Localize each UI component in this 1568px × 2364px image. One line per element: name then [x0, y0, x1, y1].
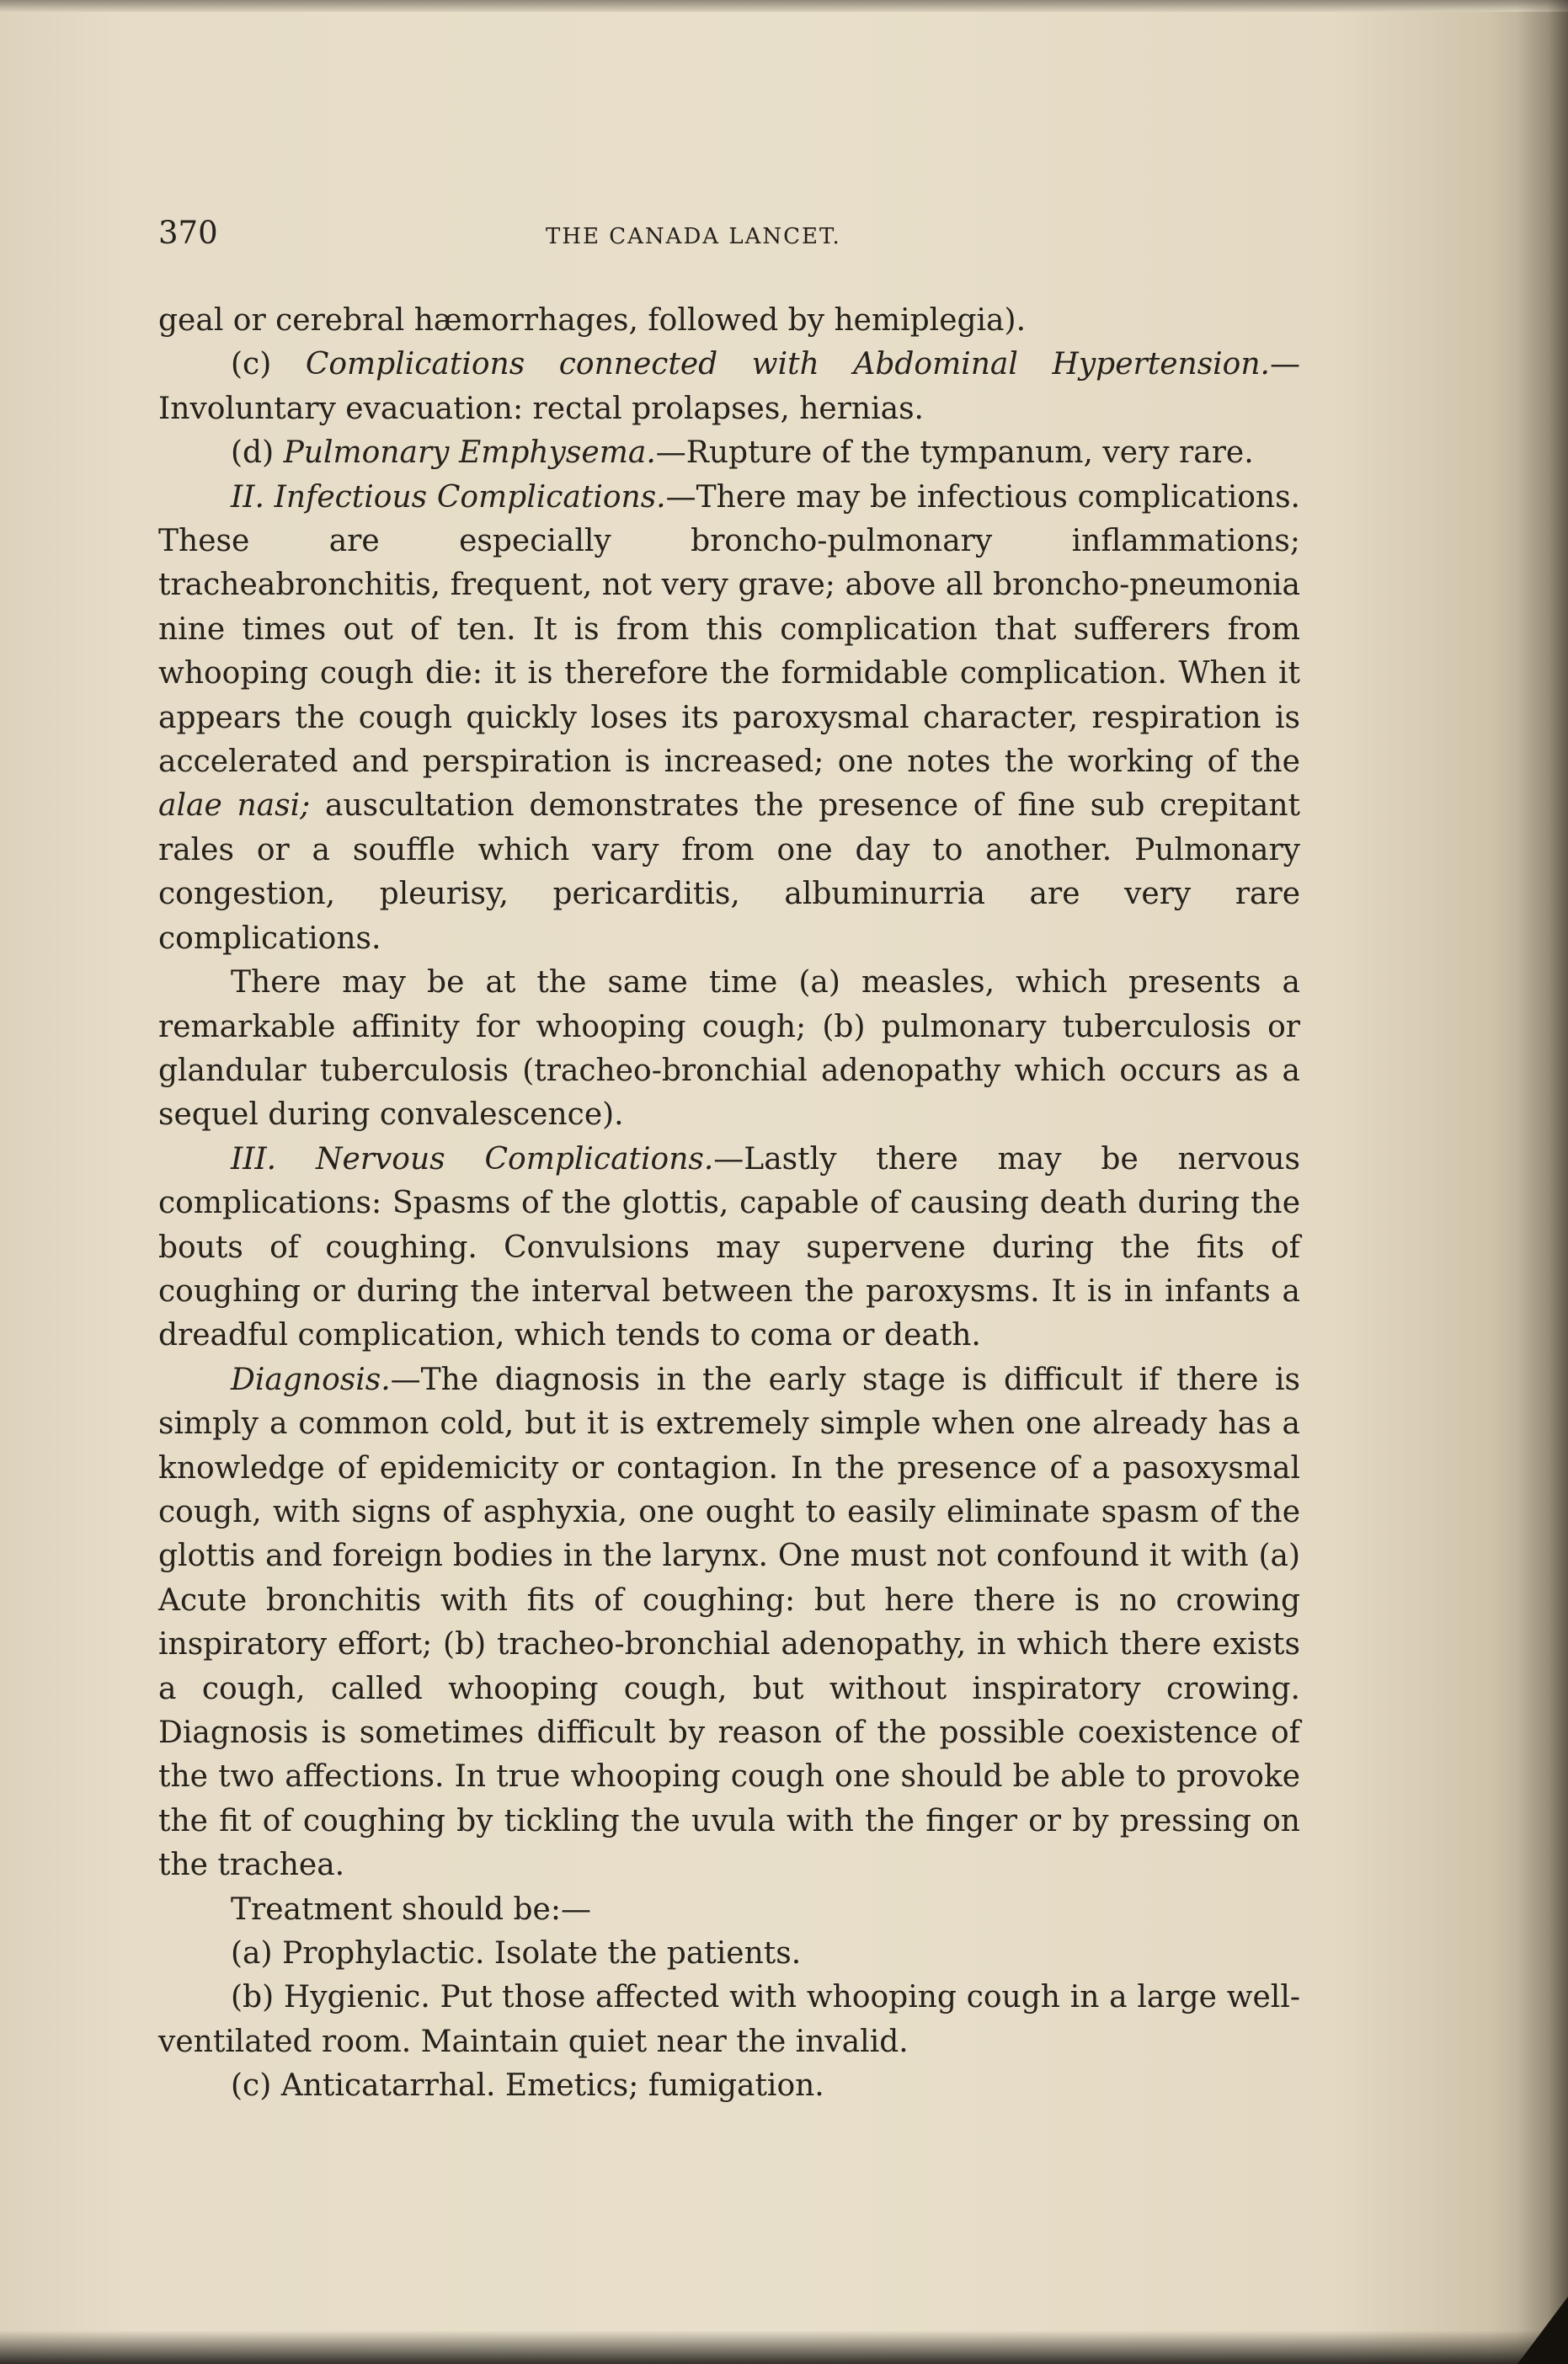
paragraph	[158, 343, 1300, 431]
paragraph	[158, 1976, 1300, 2064]
text-run: (d)	[231, 435, 284, 471]
paragraph	[158, 961, 1300, 1138]
text-run: —The diagnosis in the early stage is difficult if there is simply a common cold, but it is extremely simple when one already has a knowledge of epidemicity or contagion. In the presence of a pasoxysmal cough, with signs of asphyxia, one ought to easily eliminate spasm of the glottis and foreign bodies in the larynx. One must not confound it with (a) Acute bronchitis with fits of coughing: but here there is no crowing inspiratory effort; (b) tracheo-bronchial adenopathy, in which there exists a cough, called whooping cough, but without inspiratory crowing. Diagnosis is sometimes difficult by reason of the possible coexistence of the two affections. In true whooping cough one should be able to provoke the fit of coughing by tickling the uvula with the finger or by pressing on the trachea.	[158, 1362, 1300, 1883]
paragraph	[158, 2064, 1300, 2108]
text-run: —Lastly there may be nervous complications: Spasms of the glottis, capable of causing death during the bouts of coughing. Convulsions may supervene during the fits of coughing or during the interval between the paroxysms. It is in infants a dreadful complication, which tends to coma or death.	[158, 1141, 1300, 1353]
text-run: Treatment should be:—	[231, 1892, 591, 1927]
text-run: (b) Hygienic. Put those affected with whooping cough in a large well-ventilated room. Maintain quiet near the invalid.	[158, 1980, 1300, 2059]
text-run: (c)	[231, 347, 306, 382]
italic-run: Complications connected with Abdominal Hypertension.	[305, 347, 1270, 382]
text-run: —There may be infectious complications. These are especially broncho-pulmonary inflammations; tracheabronchitis, frequent, not very grave; above all broncho-pneumonia nine times out of ten. It is from this complication that sufferers from whooping cough die: it is therefore the formidable complication. When it appears the cough quickly loses its paroxysmal character, respiration is accelerated and perspiration is increased; one notes the working of the	[158, 479, 1300, 780]
italic-run: III. Nervous Complications.	[231, 1141, 714, 1177]
text-run: There may be at the same time (a) measles, which presents a remarkable affinity for whooping cough; (b) pulmonary tuberculosis or glandular tuberculosis (tracheo-bronchial adenopathy which occurs as a sequel during convalescence).	[158, 965, 1300, 1133]
body-text	[158, 299, 1300, 2109]
paragraph	[158, 1138, 1300, 1358]
binding-shadow	[1517, 0, 1568, 2364]
running-head	[158, 215, 1300, 265]
page-bottom-edge	[0, 2330, 1568, 2364]
italic-run: II. Infectious Complications.	[231, 479, 666, 515]
text-run: geal or cerebral hæmorrhages, followed by hemiplegia).	[158, 303, 1027, 338]
text-run: (c) Anticatarrhal. Emetics; fumigation.	[231, 2068, 824, 2104]
italic-run: Pulmonary Emphysema.	[283, 435, 656, 471]
paragraph	[158, 1358, 1300, 1888]
page-top-edge	[0, 0, 1568, 12]
italic-run: Diagnosis.	[231, 1362, 391, 1397]
journal-title: THE CANADA LANCET.	[546, 224, 841, 249]
paragraph	[158, 299, 1300, 343]
text-run: (a) Prophylactic. Isolate the patients.	[231, 1936, 802, 1972]
page-number: 370	[158, 215, 218, 251]
italic-run: alae nasi;	[158, 788, 311, 824]
text-run: auscultation demonstrates the presence of fine sub crepitant rales or a souffle which vary from one day to another. Pulmonary congestion, pleurisy, pericarditis, albuminurria are very rare complications.	[158, 788, 1301, 956]
text-run: —Involuntary evacuation: rectal prolapses, hernias.	[158, 347, 1300, 426]
text-run: —Rupture of the tympanum, very rare.	[655, 435, 1254, 471]
paragraph	[158, 1888, 1300, 1932]
page-corner	[1517, 2297, 1568, 2364]
paragraph	[158, 1932, 1300, 1976]
page-content	[158, 215, 1300, 2109]
paragraph	[158, 431, 1300, 475]
paragraph	[158, 476, 1300, 961]
